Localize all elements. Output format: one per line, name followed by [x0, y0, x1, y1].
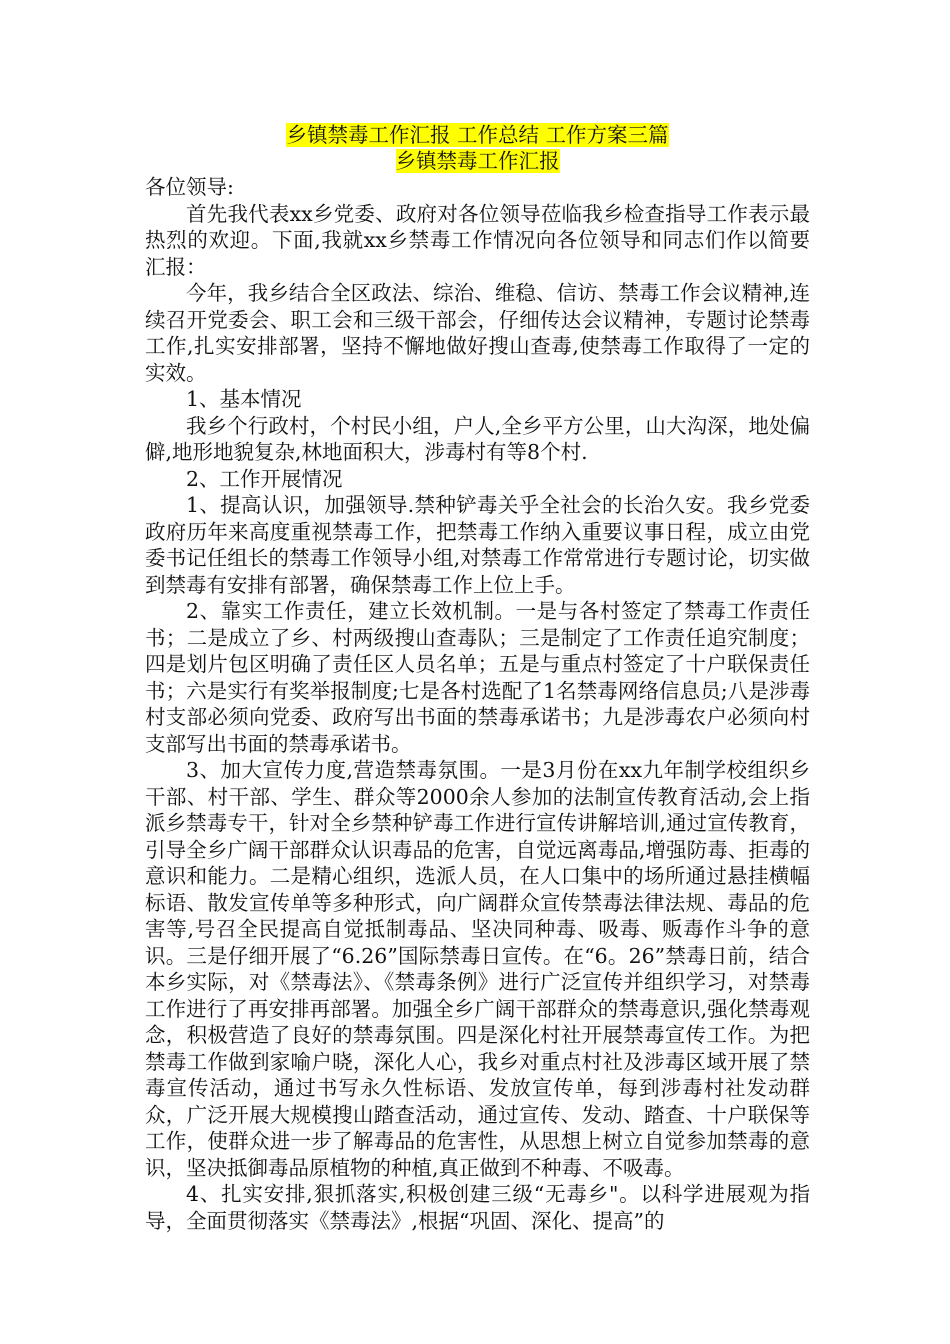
section-heading: 1、基本情况: [186, 387, 302, 411]
paragraph: 我乡个行政村，个村民小组，户人,全乡平方公里，山大沟深，地处偏僻,地形地貌复杂,林地面积大，涉毒村有等8个村.: [145, 413, 810, 464]
paragraph: 2、靠实工作责任，建立长效机制。一是与各村签定了禁毒工作责任书；二是成立了乡、村两级搜山查毒队；三是制定了工作责任追究制度；四是划片包区明确了责任区人员名单；五是与重点村签定了十户联保责任书；六是实行有奖举报制度;七是各村选配了1名禁毒网络信息员;八是涉毒村支部必须向党委、政府写出书面的禁毒承诺书；九是涉毒农户必须向村支部写出书面的禁毒承诺书。: [145, 599, 810, 756]
title-line-1: 乡镇禁毒工作汇报 工作总结 工作方案三篇: [286, 123, 669, 147]
paragraph: 3、加大宣传力度,营造禁毒氛围。一是3月份在xx九年制学校组织乡干部、村干部、学生、群众等2000余人参加的法制宣传教育活动,会上指派乡禁毒专干，针对全乡禁种铲毒工作进行宣传讲解培训,通过宣传教育，引导全乡广阔干部群众认识毒品的危害，自觉远离毒品,增强防毒、拒毒的意识和能力。二是精心组织，选派人员，在人口集中的场所通过悬挂横幅标语、散发宣传单等多种形式，向广阔群众宣传禁毒法律法规、毒品的危害等,号召全民提高自觉抵制毒品、坚决同种毒、吸毒、贩毒作斗争的意识。三是仔细开展了“6.26”国际禁毒日宣传。在“6。26”禁毒日前，结合本乡实际，对《禁毒法》、《禁毒条例》进行广泛宣传并组织学习，对禁毒工作进行了再安排再部署。加强全乡广阔干部群众的禁毒意识,强化禁毒观念，积极营造了良好的禁毒氛围。四是深化村社开展禁毒宣传工作。为把禁毒工作做到家喻户晓，深化人心，我乡对重点村社及涉毒区域开展了禁毒宣传活动，通过书写永久性标语、发放宣传单，每到涉毒村社发动群众，广泛开展大规模搜山踏查活动，通过宣传、发动、踏查、十户联保等工作，使群众进一步了解毒品的危害性，从思想上树立自觉参加禁毒的意识，坚决抵御毒品原植物的种植,真正做到不种毒、不吸毒。: [145, 758, 810, 1180]
paragraph: 首先我代表xx乡党委、政府对各位领导莅临我乡检查指导工作表示最热烈的欢迎。下面,我就xx乡禁毒工作情况向各位领导和同志们作以简要汇报：: [145, 201, 810, 279]
document-title: [145, 122, 810, 174]
paragraph: 4、扎实安排,狠抓落实,积极创建三级“无毒乡"。以科学进展观为指导，全面贯彻落实《禁毒法》,根据“巩固、深化、提高”的: [145, 1182, 810, 1233]
paragraph: 1、提高认识，加强领导.禁种铲毒关乎全社会的长治久安。我乡党委政府历年来高度重视禁毒工作，把禁毒工作纳入重要议事日程，成立由党委书记任组长的禁毒工作领导小组,对禁毒工作常常进行专题讨论，切实做到禁毒有安排有部署，确保禁毒工作上位上手。: [145, 493, 810, 597]
section-heading: 2、工作开展情况: [186, 466, 343, 491]
salutation: 各位领导:: [145, 175, 234, 199]
paragraph: 今年，我乡结合全区政法、综治、维稳、信访、禁毒工作会议精神,连续召开党委会、职工会和三级干部会，仔细传达会议精神，专题讨论禁毒工作,扎实安排部署，坚持不懈地做好搜山查毒,使禁毒工作取得了一定的实效。: [145, 281, 810, 385]
document-page: [145, 122, 810, 1234]
title-line-2: 乡镇禁毒工作汇报: [395, 149, 560, 173]
